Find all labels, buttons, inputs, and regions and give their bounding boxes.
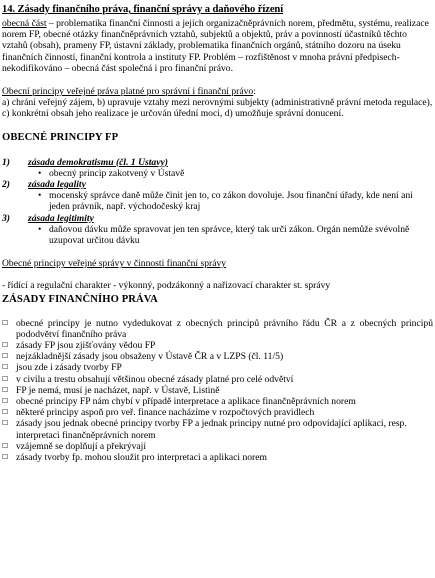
checkbox-square-icon: ☐ — [2, 318, 9, 327]
principle-item — [2, 213, 433, 247]
financial-law-heading: ZÁSADY FINANČNÍHO PRÁVA — [2, 293, 158, 305]
list-item — [2, 374, 433, 385]
public-admin-heading — [2, 86, 433, 97]
principle-number: 2) — [2, 179, 10, 191]
list-item-text: obecné principy FP nám chybí v případě interpretace a aplikace finančněprávních norem — [16, 396, 356, 408]
list-item — [2, 418, 433, 440]
principle-title: zásada demokratismu (čl. 1 Ustavy) — [28, 156, 168, 168]
list-item — [2, 396, 433, 407]
list-item-text: FP je nemá, musí je nacházet, např. v Ústavě, Listině — [16, 384, 220, 396]
principle-number: 1) — [2, 156, 10, 168]
list-item — [2, 351, 433, 362]
list-item — [2, 362, 433, 373]
principle-bullet — [2, 224, 433, 246]
public-admin-text: a) chrání veřejný zájem, b) upravuje vztahy mezi nerovnými subjekty (administrativně právní metoda regulace), c) konkrétní obsah jeho realizace je určován úřední moci, d) umožňuje správní donucení. — [2, 97, 433, 120]
checkbox-square-icon: ☐ — [2, 352, 9, 361]
list-item-text: jsou zde i zásady tvorby FP — [16, 362, 122, 374]
checkbox-square-icon: ☐ — [2, 397, 9, 406]
public-principles-text: - řídící a regulační charakter - výkonný, podzákonný a nařizovací charakter st. správy — [2, 280, 331, 292]
principle-heading — [2, 179, 433, 190]
list-item-text: některé principy aspoň pro veř. finance nacházíme v rozpočtových pravidlech — [16, 407, 315, 419]
checkbox-square-icon: ☐ — [2, 341, 9, 350]
checkbox-square-icon: ☐ — [2, 453, 9, 462]
public-principles-heading — [2, 258, 433, 269]
checkbox-square-icon: ☐ — [2, 385, 9, 394]
checkbox-square-icon: ☐ — [2, 441, 9, 450]
checkbox-square-icon: ☐ — [2, 374, 9, 383]
page-title: 14. Zásady finančního práva, finanční správy a daňového řízení — [2, 4, 284, 15]
list-item-text: v civilu a trestu obsahují většinou obecné zásady platné pro celé odvětví — [16, 373, 294, 385]
document-page — [0, 4, 435, 578]
principle-bullet-text: obecný princip zakotvený v Ústavě — [49, 167, 185, 179]
list-item — [2, 441, 433, 452]
principle-item — [2, 157, 433, 179]
bullet-icon — [28, 168, 49, 179]
general-principles-heading: OBECNÉ PRINCIPY FP — [2, 131, 119, 143]
principle-title: zásada legitimity — [28, 212, 94, 224]
principle-bullet — [2, 168, 433, 179]
list-item-text: vzájemně se doplňují a překrývají — [16, 440, 147, 452]
principle-heading — [2, 213, 433, 224]
list-item — [2, 407, 433, 418]
checkbox-square-icon: ☐ — [2, 408, 9, 417]
principle-item — [2, 179, 433, 213]
principle-heading — [2, 157, 433, 168]
list-item — [2, 385, 433, 396]
list-item — [2, 340, 433, 351]
bullet-icon — [28, 224, 49, 246]
principle-title: zásada legality — [28, 179, 86, 191]
public-principles-heading-text: Obecné principy veřejné správy v činnosti finanční správy — [2, 258, 227, 270]
principle-bullet-text: mocenský správce daně může činit jen to, co zákon dovoluje. Jsou finanční úřady, kde není ani jeden právník, např. východočeský kraj — [49, 190, 413, 213]
intro-text: – problematika finanční činnosti a jejích organizačněprávních norem, předmětu, systému, realizace norem FP, obecné otázky finančněprávních vztahů, subjektů a objektů, práv a povinností účastníků těchto vztahů (obsah), prameny FP, ústavní základy, problematika finančních orgánů, státního dozoru na úseku finančních činností, finanční kontrola a instituty FP. Problém – rozfištěnost v mnoha právní předpisech-nekodifikováno – obecná část společná i pro finanční právo. — [2, 18, 429, 74]
list-item-text: zásady jsou jednak obecné principy tvorby FP a jednak principy nutné pro odpovídající aplikaci, resp. interpretaci finančněprávních norem — [16, 418, 407, 441]
principle-bullet-text: daňovou dávku může spravovat jen ten správce, který tak určí zákon. Orgán nemůže svévolně uzupovat určitou dávku — [49, 223, 410, 247]
list-item — [2, 318, 433, 340]
public-admin-heading-suffix: : — [253, 86, 256, 98]
list-item — [2, 452, 433, 463]
public-admin-heading-text: Obecní principy veřejné práva platné pro správní i finanční právo — [2, 86, 254, 98]
principles-list — [2, 157, 433, 247]
list-item-text: nejzákladnější zásady jsou obsaženy v Ústavě ČR a v LZPS (čl. 11/5) — [16, 351, 284, 363]
list-item-text: obecné principy je nutno vydedukovat z obecných principů právního řádu ČR a z obecných principů pododvětví finančního práva — [16, 317, 433, 340]
zasady-list — [2, 318, 433, 464]
list-item-text: zásady tvorby fp. mohou sloužit pro interpretaci a aplikaci norem — [16, 452, 267, 464]
principle-number: 3) — [2, 212, 10, 224]
checkbox-square-icon: ☐ — [2, 363, 9, 372]
intro-lead: obecná část — [2, 18, 47, 29]
intro-paragraph — [2, 18, 433, 74]
principle-bullet — [2, 190, 433, 212]
bullet-icon — [28, 190, 49, 212]
checkbox-square-icon: ☐ — [2, 419, 9, 428]
list-item-text: zásady FP jsou zjišťovány vědou FP — [16, 340, 156, 352]
